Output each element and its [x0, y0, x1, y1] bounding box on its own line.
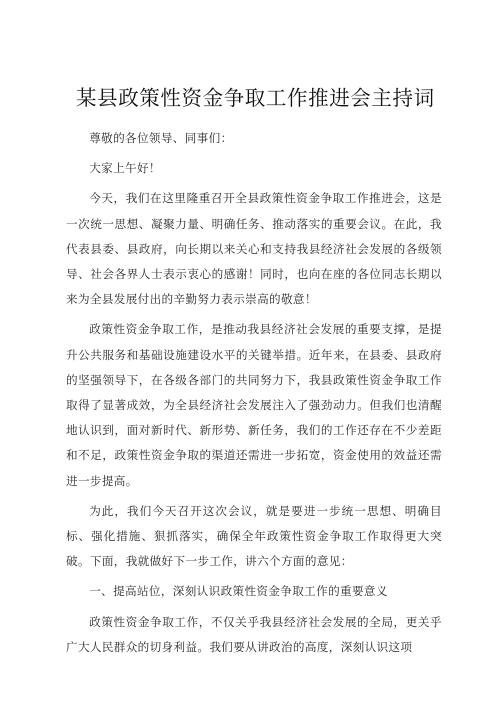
purpose-paragraph: 为此，我们今天召开这次会议，就是要进一步统一思想、明确目标、强化措施、狠抓落实，确保全年政策性资金争取工作取得更大突破。下面，我就做好下一步工作，讲六个方面的意见：: [66, 503, 442, 569]
greeting-paragraph: 大家上午好！: [89, 161, 161, 176]
section-body-paragraph: 政策性资金争取工作，不仅关乎我县经济社会发展的全局，更关乎广大人民群众的切身利益。我们要从讲政治的高度，深刻认识这项: [66, 614, 442, 654]
background-paragraph: 政策性资金争取工作，是推动我县经济社会发展的重要支撑，是提升公共服务和基础设施建设水平的关键举措。近年来，在县委、县政府的坚强领导下，在各级各部门的共同努力下，我县政策性资金争取工作取得了显著成效，为全县经济社会发展注入了强劲动力。但我们也清醒地认识到，面对新时代、新形势、新任务，我们的工作还存在不少差距和不足，政策性资金争取的渠道还需进一步拓宽，资金使用的效益还需进一步提高。: [66, 322, 442, 488]
salutation-paragraph: 尊敬的各位领导、同事们：: [89, 131, 233, 145]
opening-paragraph: 今天，我们在这里隆重召开全县政策性资金争取工作推进会，这是一次统一思想、凝聚力量、明确任务、推动落实的重要会议。在此，我代表县委、县政府，向长期以来关心和支持我县经济社会发展的各级领导、社会各界人士表示衷心的感谢！同时，也向在座的各位同志长期以来为全县发展付出的辛勤努力表示崇高的敬意！: [66, 191, 442, 307]
document-title: 某县政策性资金争取工作推进会主持词: [76, 86, 435, 110]
section-heading-1: 一、提高站位，深刻认识政策性资金争取工作的重要意义: [89, 584, 388, 599]
